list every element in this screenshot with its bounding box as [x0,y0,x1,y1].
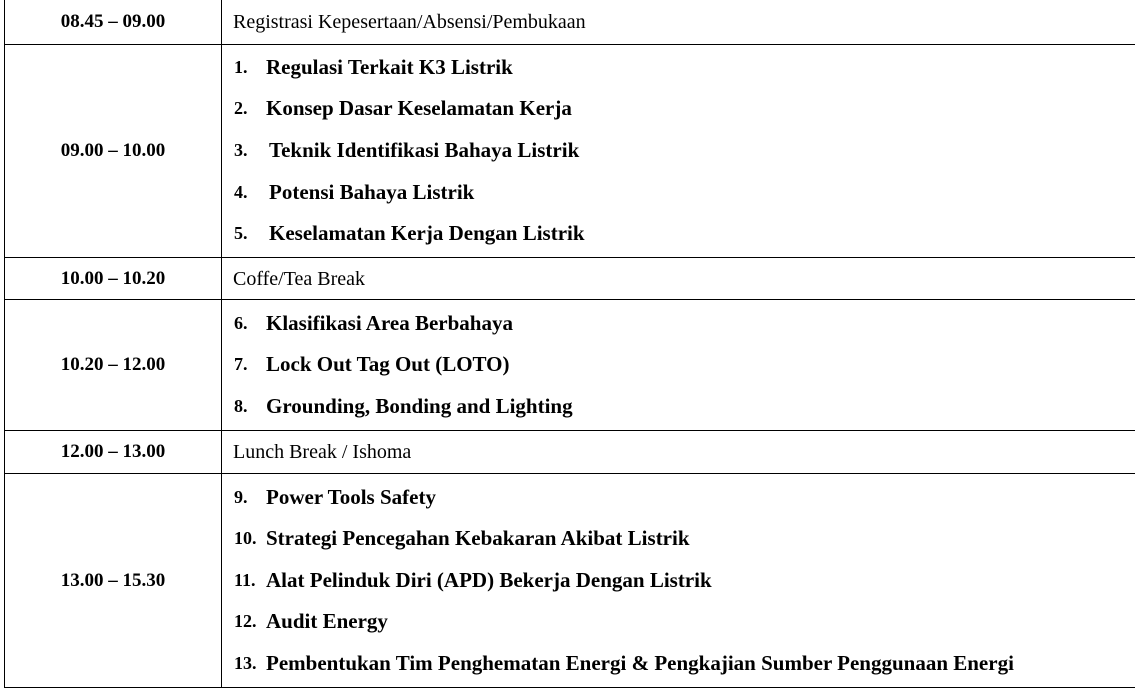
session-item [234,130,1135,172]
item-number: 8. [234,396,266,417]
item-number: 7. [234,354,266,375]
session-item [234,344,1135,386]
item-label: Strategi Pencegahan Kebakaran Akibat Listrik [266,526,690,551]
item-number: 5. [234,223,269,244]
activity-cell: Coffe/Tea Break [222,258,1135,300]
item-label: Power Tools Safety [266,485,436,510]
item-number: 13. [234,653,266,674]
item-label: Grounding, Bonding and Lighting [266,394,573,419]
session-item [234,47,1135,89]
time-cell: 08.45 – 09.00 [5,0,222,44]
item-number: 2. [234,98,266,119]
item-label: Keselamatan Kerja Dengan Listrik [269,221,585,246]
item-label: Pembentukan Tim Penghematan Energi & Pengkajian Sumber Penggunaan Energi [266,651,1014,676]
time-cell: 09.00 – 10.00 [5,44,222,258]
session-item [234,213,1135,255]
session-item [234,601,1135,643]
item-label: Lock Out Tag Out (LOTO) [266,352,510,377]
table-row [5,258,1135,300]
session-list [222,300,1135,431]
activity-cell: Lunch Break / Ishoma [222,431,1135,474]
time-cell: 10.00 – 10.20 [5,258,222,300]
table-row [5,44,1135,258]
session-item [234,302,1135,344]
item-label: Klasifikasi Area Berbahaya [266,311,513,336]
time-cell: 10.20 – 12.00 [5,300,222,431]
session-item [234,518,1135,560]
table-row [5,474,1135,688]
item-number: 6. [234,313,266,334]
session-item [234,171,1135,213]
time-cell: 13.00 – 15.30 [5,474,222,688]
item-label: Alat Pelinduk Diri (APD) Bekerja Dengan Listrik [266,568,712,593]
activity-cell: Registrasi Kepesertaan/Absensi/Pembukaan [222,0,1135,44]
session-item [234,559,1135,601]
item-number: 3. [234,140,269,161]
table-row [5,300,1135,431]
session-item [234,386,1135,428]
item-label: Regulasi Terkait K3 Listrik [266,55,513,80]
item-label: Audit Energy [266,609,388,634]
item-number: 9. [234,487,266,508]
item-number: 1. [234,57,266,78]
item-number: 10. [234,528,266,549]
item-number: 12. [234,611,266,632]
item-number: 11. [234,570,266,591]
item-label: Konsep Dasar Keselamatan Kerja [266,96,572,121]
time-cell: 12.00 – 13.00 [5,431,222,474]
table-row [5,0,1135,44]
item-label: Teknik Identifikasi Bahaya Listrik [269,138,579,163]
session-list [222,44,1135,258]
item-number: 4. [234,182,269,203]
schedule-table [4,0,1135,688]
session-item [234,476,1135,518]
session-list [222,474,1135,688]
table-row [5,431,1135,474]
item-label: Potensi Bahaya Listrik [269,180,474,205]
session-item [234,88,1135,130]
